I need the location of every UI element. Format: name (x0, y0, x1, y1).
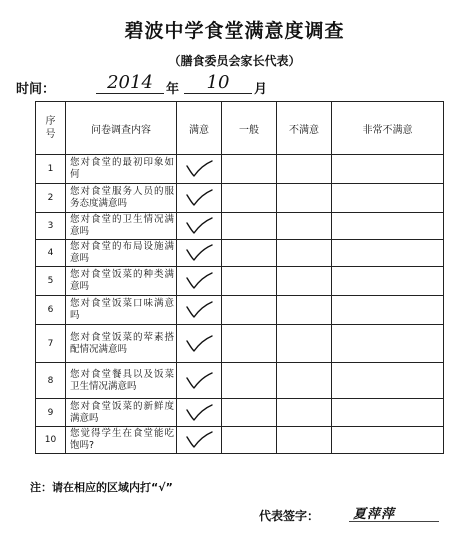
table-row (36, 184, 444, 213)
table-body (36, 155, 444, 454)
table-row (36, 399, 444, 427)
table-row (36, 213, 444, 240)
checkmark-icon (177, 403, 221, 423)
row-number: 8 (36, 363, 66, 399)
month-underline (184, 93, 252, 94)
cell-average[interactable] (222, 427, 277, 454)
cell-very-unsatisfied[interactable] (332, 155, 444, 184)
cell-satisfied[interactable] (177, 296, 222, 325)
cell-unsatisfied[interactable] (277, 213, 332, 240)
cell-very-unsatisfied[interactable] (332, 325, 444, 363)
header-average: 一般 (222, 102, 277, 155)
signature-name: 夏萍萍 (353, 507, 396, 522)
cell-very-unsatisfied[interactable] (332, 296, 444, 325)
time-month-value: 10 (206, 72, 230, 93)
survey-table (35, 101, 444, 454)
signature-label: 代表签字： (259, 509, 320, 523)
cell-unsatisfied[interactable] (277, 363, 332, 399)
cell-unsatisfied[interactable] (277, 155, 332, 184)
month-unit: 月 (254, 82, 268, 97)
instruction-note: 注：请在相应的区域内打“√” (30, 481, 173, 494)
signature-area (259, 503, 449, 527)
checkmark-icon (177, 271, 221, 291)
table-row (36, 296, 444, 325)
table-row (36, 363, 444, 399)
row-number: 1 (36, 155, 66, 184)
cell-unsatisfied[interactable] (277, 296, 332, 325)
cell-satisfied[interactable] (177, 267, 222, 296)
cell-very-unsatisfied[interactable] (332, 363, 444, 399)
checkmark-icon (177, 159, 221, 179)
row-number: 6 (36, 296, 66, 325)
cell-satisfied[interactable] (177, 325, 222, 363)
cell-average[interactable] (222, 399, 277, 427)
checkmark-icon (177, 216, 221, 236)
cell-satisfied[interactable] (177, 363, 222, 399)
time-label: 时间： (16, 82, 56, 97)
row-question: 您对食堂饭菜的种类满意吗 (66, 267, 177, 296)
table-header-row (36, 102, 444, 155)
checkmark-icon (177, 300, 221, 320)
row-number: 2 (36, 184, 66, 213)
header-satisfied: 满意 (177, 102, 222, 155)
cell-unsatisfied[interactable] (277, 427, 332, 454)
row-number: 7 (36, 325, 66, 363)
cell-very-unsatisfied[interactable] (332, 240, 444, 267)
checkmark-icon (177, 430, 221, 450)
row-number: 3 (36, 213, 66, 240)
table-row (36, 325, 444, 363)
cell-unsatisfied[interactable] (277, 267, 332, 296)
table-row (36, 427, 444, 454)
cell-average[interactable] (222, 213, 277, 240)
row-number: 4 (36, 240, 66, 267)
cell-satisfied[interactable] (177, 184, 222, 213)
year-underline (96, 93, 164, 94)
row-question: 您对食堂的卫生情况满意吗 (66, 213, 177, 240)
time-row (16, 72, 456, 98)
header-very-unsatisfied: 非常不满意 (332, 102, 444, 155)
row-question: 您对食堂服务人员的服务态度满意吗 (66, 184, 177, 213)
cell-satisfied[interactable] (177, 427, 222, 454)
cell-satisfied[interactable] (177, 399, 222, 427)
table-row (36, 155, 444, 184)
row-question: 您对食堂饭菜的新鲜度满意吗 (66, 399, 177, 427)
row-number: 9 (36, 399, 66, 427)
cell-average[interactable] (222, 240, 277, 267)
checkmark-icon (177, 243, 221, 263)
row-question: 您对食堂饭菜口味满意吗 (66, 296, 177, 325)
survey-title: 碧波中学食堂满意度调查 (124, 20, 345, 42)
cell-satisfied[interactable] (177, 155, 222, 184)
table-row (36, 267, 444, 296)
header-unsatisfied: 不满意 (277, 102, 332, 155)
header-number (36, 102, 66, 155)
cell-very-unsatisfied[interactable] (332, 427, 444, 454)
signature-underline (349, 521, 439, 522)
survey-subtitle: （膳食委员会家长代表） (168, 54, 301, 68)
cell-unsatisfied[interactable] (277, 325, 332, 363)
cell-unsatisfied[interactable] (277, 399, 332, 427)
cell-average[interactable] (222, 267, 277, 296)
cell-very-unsatisfied[interactable] (332, 267, 444, 296)
row-question: 您对食堂的布局设施满意吗 (66, 240, 177, 267)
row-number: 10 (36, 427, 66, 454)
row-question: 您对食堂的最初印象如何 (66, 155, 177, 184)
cell-average[interactable] (222, 325, 277, 363)
row-number: 5 (36, 267, 66, 296)
cell-average[interactable] (222, 296, 277, 325)
cell-satisfied[interactable] (177, 240, 222, 267)
checkmark-icon (177, 371, 221, 391)
cell-very-unsatisfied[interactable] (332, 213, 444, 240)
cell-satisfied[interactable] (177, 213, 222, 240)
table-row (36, 240, 444, 267)
cell-very-unsatisfied[interactable] (332, 399, 444, 427)
header-number-label: 序号 (45, 116, 56, 140)
row-question: 您对食堂饭菜的荤素搭配情况满意吗 (66, 325, 177, 363)
row-question: 您觉得学生在食堂能吃饱吗? (66, 427, 177, 454)
year-unit: 年 (166, 82, 180, 97)
cell-very-unsatisfied[interactable] (332, 184, 444, 213)
cell-unsatisfied[interactable] (277, 184, 332, 213)
checkmark-icon (177, 334, 221, 354)
cell-unsatisfied[interactable] (277, 240, 332, 267)
time-year-value: 2014 (107, 72, 153, 93)
cell-average[interactable] (222, 155, 277, 184)
header-question: 问卷调查内容 (66, 102, 177, 155)
checkmark-icon (177, 188, 221, 208)
cell-average[interactable] (222, 184, 277, 213)
row-question: 您对食堂餐具以及饭菜卫生情况满意吗 (66, 363, 177, 399)
cell-average[interactable] (222, 363, 277, 399)
